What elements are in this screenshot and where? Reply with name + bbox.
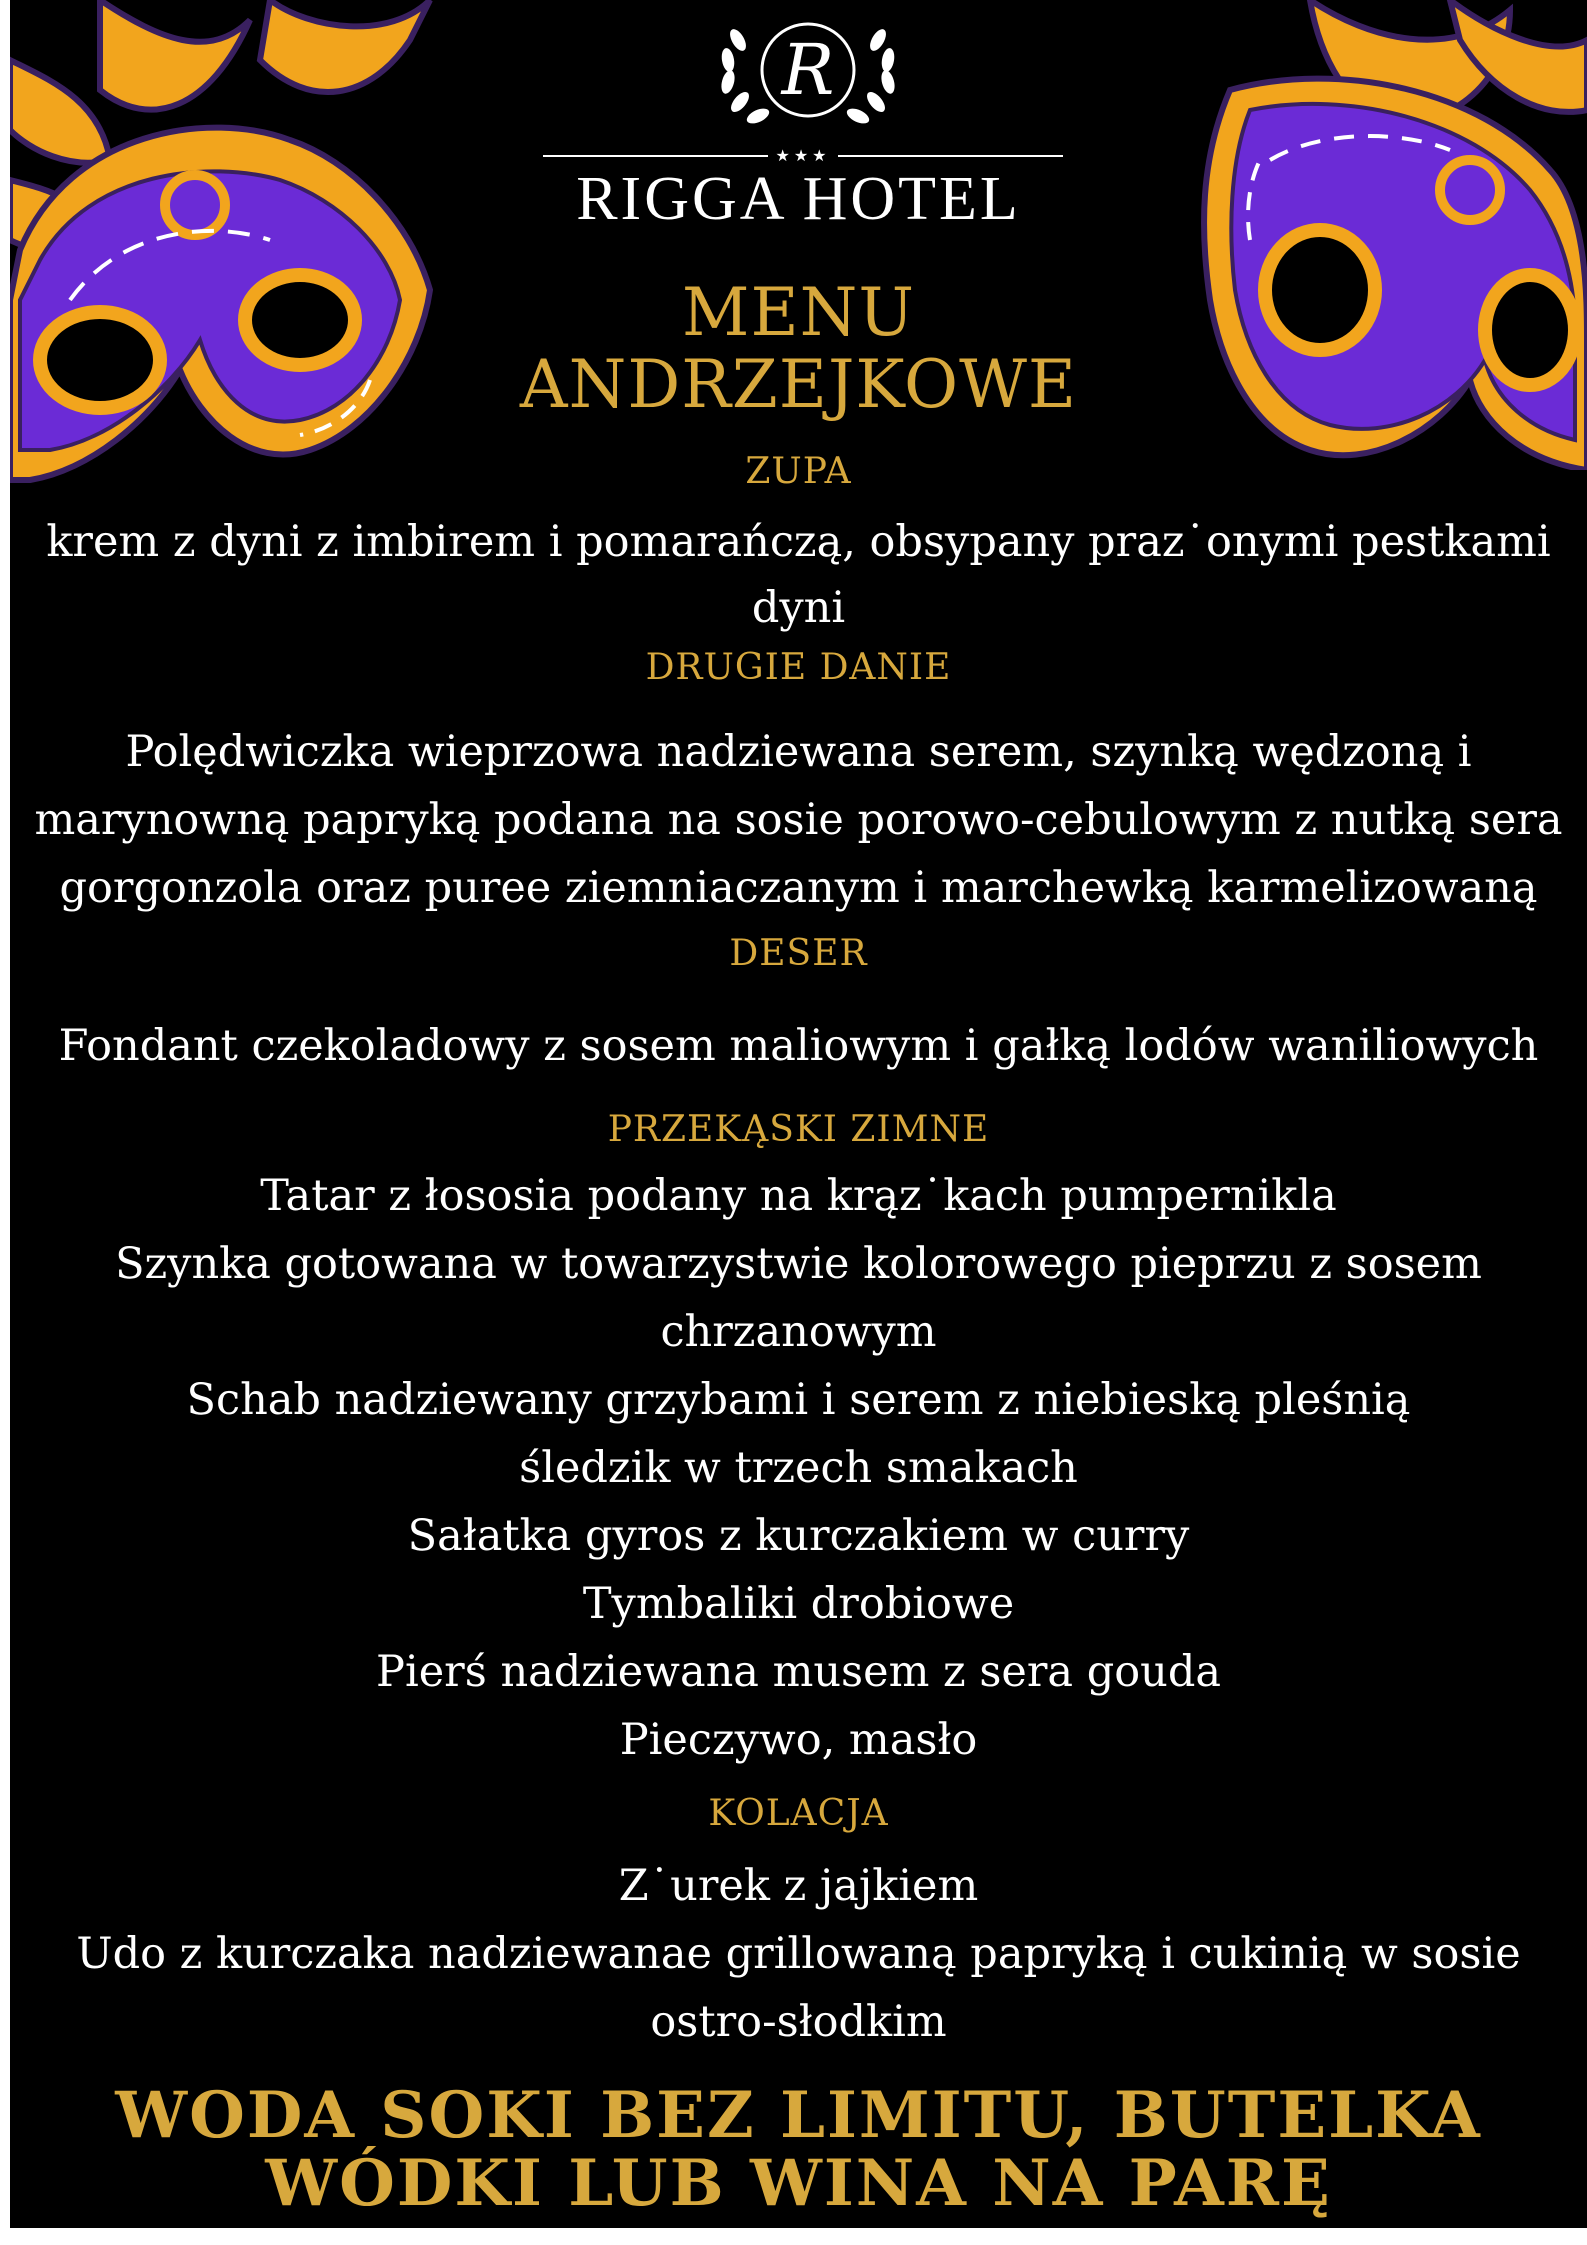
- main-line-1: Polędwiczka wieprzowa nadziewana serem, szynką wędzoną i: [125, 727, 1472, 777]
- menu-page: [10, 0, 1587, 2228]
- cold-item: Pieczywo, masło: [619, 1715, 978, 1765]
- section-heading-dessert: DESER: [729, 933, 868, 974]
- hotel-laurel-logo-icon: [698, 10, 918, 130]
- drinks-note-line-1: WODA SOKI BEZ LIMITU, BUTELKA: [115, 2078, 1482, 2153]
- main-line-2: marynowną papryką podana na sosie porowo-cebulowym z nutką sera: [34, 795, 1563, 845]
- logo-rule-left: [543, 155, 768, 157]
- cold-item: Pierś nadziewana musem z sera gouda: [376, 1647, 1221, 1697]
- left-carnival-mask-illustration: [10, 0, 450, 500]
- supper-item: Z˙urek z jajkiem: [618, 1861, 979, 1911]
- main-line-3: gorgonzola oraz puree ziemniaczanym i marchewką karmelizowaną: [59, 863, 1538, 913]
- section-heading-cold: PRZEKĄSKI ZIMNE: [607, 1109, 990, 1150]
- dessert-line-1: Fondant czekoladowy z sosem maliowym i gałką lodów waniliowych: [58, 1021, 1539, 1071]
- supper-item: ostro-słodkim: [650, 1997, 947, 2047]
- menu-title-line-1: MENU: [681, 274, 916, 351]
- supper-item: Udo z kurczaka nadziewanae grillowaną papryką i cukinią w sosie: [76, 1929, 1521, 1979]
- cold-item: śledzik w trzech smakach: [519, 1443, 1078, 1493]
- logo-rule-right: [838, 155, 1063, 157]
- drinks-note-line-2: WÓDKI LUB WINA NA PARĘ: [265, 2146, 1332, 2221]
- section-heading-main: DRUGIE DANIE: [645, 647, 952, 688]
- cold-item: Tatar z łososia podany na krąz˙kach pumpernikla: [260, 1171, 1337, 1221]
- cold-item: Schab nadziewany grzybami i serem z niebieską pleśnią: [186, 1375, 1411, 1425]
- menu-title-line-2: ANDRZEJKOWE: [519, 346, 1078, 423]
- soup-line-1: krem z dyni z imbirem i pomarańczą, obsypany praz˙onymi pestkami: [46, 517, 1551, 567]
- soup-line-2: dyni: [751, 583, 846, 633]
- section-heading-supper: KOLACJA: [708, 1793, 889, 1834]
- section-heading-soup: ZUPA: [745, 451, 852, 492]
- cold-item: Tymbaliki drobiowe: [582, 1579, 1015, 1629]
- hotel-name: RIGGA HOTEL: [576, 165, 1021, 233]
- cold-item: Sałatka gyros z kurczakiem w curry: [407, 1511, 1190, 1561]
- cold-item: Szynka gotowana w towarzystwie kolorowego pieprzu z sosem: [115, 1239, 1482, 1289]
- cold-item: chrzanowym: [660, 1307, 937, 1357]
- logo-letter: R: [781, 29, 835, 111]
- logo-stars: ★★★: [775, 146, 831, 165]
